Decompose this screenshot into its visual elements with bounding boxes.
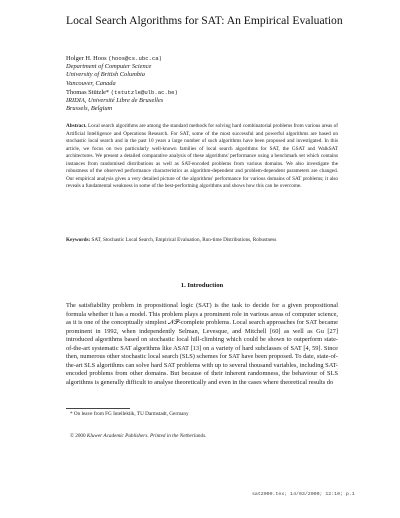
running-footer: sat2000.tex; 14/03/2000; 12:10; p.1 <box>252 492 355 497</box>
copyright-prefix: © 2000 <box>70 433 87 439</box>
paper-title: Local Search Algorithms for SAT: An Empirical Evaluation <box>66 14 343 27</box>
author-block-1 <box>66 55 366 88</box>
author-email: (tstutzle@ulb.ac.be) <box>110 89 178 96</box>
author-location: Vancouver, Canada <box>66 79 116 87</box>
author-block-2 <box>66 89 366 114</box>
author-location: Brussels, Belgium <box>66 105 113 113</box>
keywords-text: SAT, Stochastic Local Search, Empirical Evaluation, Run-time Distributions, Robustness <box>91 237 277 243</box>
keywords-label: Keywords: <box>66 237 91 243</box>
publisher-name: Kluwer Academic Publishers. <box>86 433 149 439</box>
abstract-text: Local search algorithms are among the standard methods for solving hard combinatorial problems from various areas of Artificial Intelligence and Operations Research. For SAT, some of the most successful and powerful algorithms are based on stochastic local search and in the past 10 years a large number of such algorithms have been proposed and investigated. In this article, we focus on two particularly well-known families of local search algorithms for SAT, the GSAT and WalkSAT architectures. We present a detailed comparative analysis of these algorithms' performance using a benchmark set which contains instances from randomised distributions as well as SAT-encoded problems from various domains. We also investigate the robustness of the observed performance characteristics as algorithm-dependent and problem-dependent parameters are changed. Our empirical analysis gives a very detailed picture of the algorithms' performance for various domains of SAT problems; it also reveals a fundamental weakness in some of the best-performing algorithms and shows how this can be overcome. <box>66 123 338 190</box>
section-heading: 1. Introduction <box>180 282 224 289</box>
author-email: (hoos@cs.ubc.ca) <box>108 55 162 62</box>
intro-paragraph: The satisfiability problem in propositional logic (SAT) is the task to decide for a given propositional formula whether it has a model. This problem plays a prominent role in various areas of computer science, as it is one of the conceptually simplest 𝒩𝒫-complete problems. Local search approaches for SAT became prominent in 1992, when independently Selman, Levesque, and Mitchell [60] as well as Gu [27] introduced algorithms based on stochastic local hill-climbing which could be shown to outperform state-of-the-art systematic SAT algorithms like ASAT [13] on a variety of hard subclasses of SAT [4, 59]. Since then, numerous other stochastic local search (SLS) schemes for SAT have been proposed. To date, state-of-the-art SLS algorithms can solve hard SAT problems with up to several thousand variables, including SAT-encoded problems from other domains. But because of their inherent randomness, the behaviour of SLS algorithms is generally difficult to analyse theoretically and even in the cases where theoretical results do <box>66 302 338 386</box>
body-text <box>66 302 338 387</box>
copyright-suffix: Printed in the Netherlands. <box>148 433 207 439</box>
author-name: Holger H. Hoos <box>66 55 107 62</box>
footnote-divider <box>66 408 130 409</box>
author-department: Department of Computer Science <box>66 63 152 71</box>
author-department: IRIDIA, Université Libre de Bruxelles <box>66 97 164 105</box>
abstract-label: Abstract. <box>66 123 87 129</box>
author-university: University of British Columbia <box>66 71 145 79</box>
author-name: Thomas Stützle* <box>66 89 110 96</box>
keywords <box>66 237 338 245</box>
abstract <box>66 123 338 191</box>
copyright-line <box>70 433 330 440</box>
footnote: * On leave from FG Intellektik, TU Darmstadt, Germany <box>70 411 189 417</box>
